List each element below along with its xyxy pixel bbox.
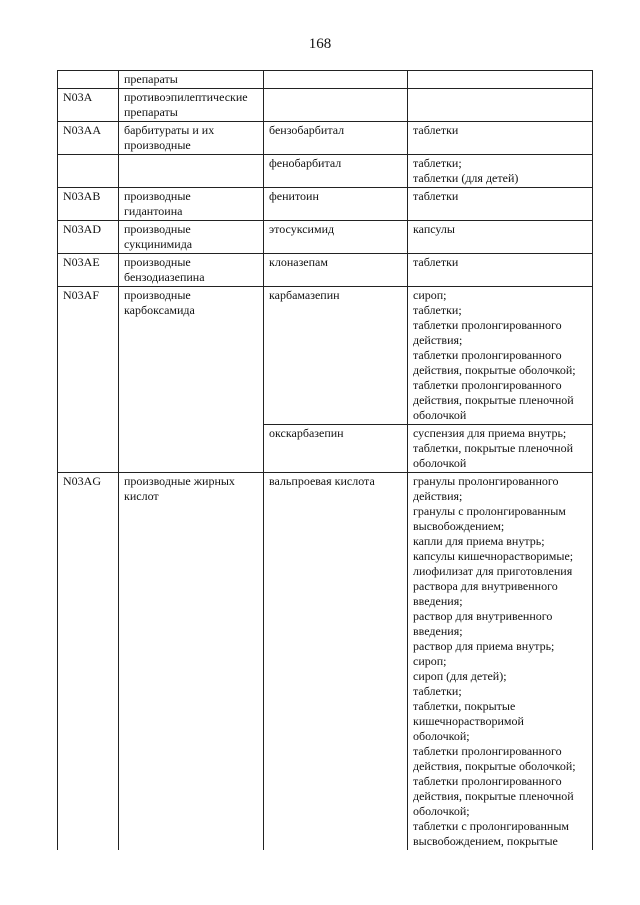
group-cell bbox=[119, 473, 264, 851]
page-number: 168 bbox=[308, 36, 332, 52]
dosage-form-cell bbox=[408, 473, 593, 851]
dosage-form-cell bbox=[408, 71, 593, 89]
group-cell bbox=[119, 122, 264, 155]
dosage-form-line: капсулы кишечнорастворимые; bbox=[413, 549, 574, 563]
table-row bbox=[58, 155, 593, 188]
table-row bbox=[58, 122, 593, 155]
dosage-form-line: высвобождением; bbox=[413, 519, 505, 533]
dosage-form-line: оболочкой; bbox=[413, 729, 470, 743]
atc-code-cell bbox=[58, 155, 119, 188]
drug-name-cell bbox=[264, 89, 408, 122]
group-cell bbox=[119, 221, 264, 254]
group-line: производные bbox=[124, 288, 191, 302]
dosage-form-cell bbox=[408, 89, 593, 122]
group-line: производные bbox=[124, 138, 191, 152]
drug-name-cell: карбамазепин bbox=[264, 287, 408, 425]
dosage-form-line: таблетки (для детей) bbox=[413, 171, 519, 185]
dosage-form-line: таблетки; bbox=[413, 156, 462, 170]
group-line: производные bbox=[124, 189, 191, 203]
dosage-form-line: введения; bbox=[413, 624, 463, 638]
table-row bbox=[58, 473, 593, 851]
dosage-form-line: таблетки пролонгированного bbox=[413, 378, 562, 392]
drug-name-cell: бензобарбитал bbox=[264, 122, 408, 155]
dosage-form-line: кишечнорастворимой bbox=[413, 714, 524, 728]
group-cell bbox=[119, 188, 264, 221]
dosage-form-cell bbox=[408, 425, 593, 473]
group-line: карбоксамида bbox=[124, 303, 195, 317]
dosage-form-line: оболочкой; bbox=[413, 804, 470, 818]
group-line: противоэпилептические bbox=[124, 90, 248, 104]
dosage-form-line: капсулы bbox=[413, 222, 455, 236]
group-line: гидантоина bbox=[124, 204, 183, 218]
dosage-form-line: гранулы с пролонгированным bbox=[413, 504, 566, 518]
dosage-form-line: таблетки пролонгированного bbox=[413, 318, 562, 332]
atc-code-cell: N03AB bbox=[58, 188, 119, 221]
atc-code-cell bbox=[58, 71, 119, 89]
group-line: производные bbox=[124, 255, 191, 269]
group-line: производные bbox=[124, 222, 191, 236]
dosage-form-line: таблетки bbox=[413, 255, 459, 269]
drug-name-cell bbox=[264, 71, 408, 89]
dosage-form-line: таблетки; bbox=[413, 684, 462, 698]
atc-code-cell: N03AG bbox=[58, 473, 119, 851]
dosage-form-line: таблетки пролонгированного bbox=[413, 744, 562, 758]
group-cell bbox=[119, 254, 264, 287]
drug-name-cell: фенобарбитал bbox=[264, 155, 408, 188]
dosage-form-cell bbox=[408, 221, 593, 254]
group-line: производные жирных bbox=[124, 474, 235, 488]
dosage-form-cell bbox=[408, 287, 593, 425]
dosage-form-line: раствор для внутривенного bbox=[413, 609, 553, 623]
atc-code-cell: N03AD bbox=[58, 221, 119, 254]
atc-code-cell: N03A bbox=[58, 89, 119, 122]
dosage-form-line: раствора для внутривенного bbox=[413, 579, 558, 593]
dosage-form-line: действия, покрытые пленочной bbox=[413, 789, 574, 803]
dosage-form-line: введения; bbox=[413, 594, 463, 608]
group-cell bbox=[119, 89, 264, 122]
group-cell bbox=[119, 287, 264, 473]
group-line: бензодиазепина bbox=[124, 270, 205, 284]
group-line: препараты bbox=[124, 72, 178, 86]
dosage-form-line: оболочкой bbox=[413, 408, 467, 422]
dosage-form-cell bbox=[408, 122, 593, 155]
dosage-form-line: таблетки bbox=[413, 189, 459, 203]
table-row bbox=[58, 287, 593, 425]
dosage-form-line: сироп (для детей); bbox=[413, 669, 507, 683]
drug-name-cell: вальпроевая кислота bbox=[264, 473, 408, 851]
group-line: сукцинимида bbox=[124, 237, 193, 251]
dosage-form-line: сироп; bbox=[413, 654, 447, 668]
group-line: барбитураты и их bbox=[124, 123, 215, 137]
dosage-form-line: высвобождением, покрытые bbox=[413, 834, 558, 848]
dosage-form-line: суспензия для приема внутрь; bbox=[413, 426, 567, 440]
drug-name-cell: окскарбазепин bbox=[264, 425, 408, 473]
group-line: препараты bbox=[124, 105, 178, 119]
drug-name-cell: фенитоин bbox=[264, 188, 408, 221]
table-body bbox=[58, 71, 593, 851]
dosage-form-line: таблетки пролонгированного bbox=[413, 348, 562, 362]
group-cell bbox=[119, 71, 264, 89]
dosage-form-line: таблетки, покрытые пленочной bbox=[413, 441, 574, 455]
atc-code-cell: N03AF bbox=[58, 287, 119, 473]
group-line: кислот bbox=[124, 489, 159, 503]
table-row bbox=[58, 188, 593, 221]
dosage-form-line: таблетки с пролонгированным bbox=[413, 819, 570, 833]
dosage-form-line: действия, покрытые оболочкой; bbox=[413, 759, 576, 773]
dosage-form-line: действия, покрытые пленочной bbox=[413, 393, 574, 407]
drug-name-cell: клоназепам bbox=[264, 254, 408, 287]
drug-table bbox=[57, 70, 593, 850]
dosage-form-line: таблетки пролонгированного bbox=[413, 774, 562, 788]
group-cell bbox=[119, 155, 264, 188]
dosage-form-cell bbox=[408, 254, 593, 287]
dosage-form-line: капли для приема внутрь; bbox=[413, 534, 545, 548]
dosage-form-line: гранулы пролонгированного bbox=[413, 474, 559, 488]
dosage-form-line: таблетки bbox=[413, 123, 459, 137]
dosage-form-line: оболочкой bbox=[413, 456, 467, 470]
table-row bbox=[58, 71, 593, 89]
drug-name-cell: этосуксимид bbox=[264, 221, 408, 254]
dosage-form-line: действия, покрытые оболочкой; bbox=[413, 363, 576, 377]
table-row bbox=[58, 221, 593, 254]
dosage-form-cell bbox=[408, 155, 593, 188]
table-row bbox=[58, 254, 593, 287]
table-row bbox=[58, 89, 593, 122]
atc-code-cell: N03AA bbox=[58, 122, 119, 155]
dosage-form-cell bbox=[408, 188, 593, 221]
dosage-form-line: раствор для приема внутрь; bbox=[413, 639, 555, 653]
atc-code-cell: N03AE bbox=[58, 254, 119, 287]
dosage-form-line: действия; bbox=[413, 489, 463, 503]
dosage-form-line: таблетки, покрытые bbox=[413, 699, 516, 713]
dosage-form-line: лиофилизат для приготовления bbox=[413, 564, 573, 578]
dosage-form-line: сироп; bbox=[413, 288, 447, 302]
dosage-form-line: таблетки; bbox=[413, 303, 462, 317]
dosage-form-line: действия; bbox=[413, 333, 463, 347]
